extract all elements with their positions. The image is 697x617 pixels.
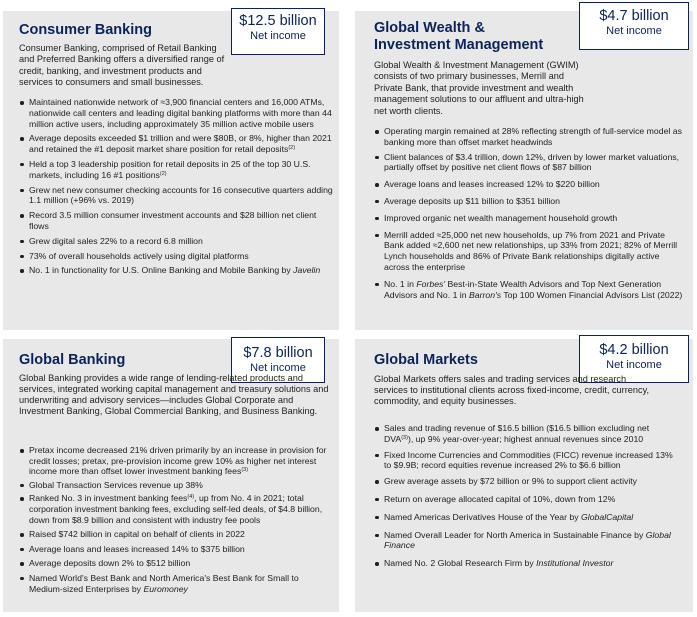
list-item: 73% of overall households actively using digital platforms	[19, 251, 333, 262]
consumer-net-income-amount: $12.5 billion	[239, 13, 317, 29]
global-banking-bullets	[19, 445, 333, 594]
list-item: Average loans and leases increased 12% to $220 billion	[374, 179, 684, 190]
global-markets-intro: Global Markets offers sales and trading services and research services to institutional clients across fixed-income, credit, currency, commodity, and equity businesses.	[374, 374, 650, 406]
list-item: No. 1 in functionality for U.S. Online Banking and Mobile Banking by Javelin	[19, 265, 333, 276]
global-markets-net-income-label: Net income	[606, 359, 662, 371]
gwim-net-income-amount: $4.7 billion	[599, 8, 669, 24]
list-item: Grew average assets by $72 billion or 9% to support client activity	[374, 476, 679, 487]
list-item: Average deposits up $11 billion to $351 billion	[374, 196, 684, 207]
list-item: Named No. 2 Global Research Firm by Institutional Investor	[374, 558, 679, 569]
global-banking-net-income-amount: $7.8 billion	[243, 345, 313, 361]
list-item: Named Americas Derivatives House of the Year by GlobalCapital	[374, 512, 679, 523]
list-item: Merrill added ≈25,000 net new households, up 7% from 2021 and Private Bank added ≈2,600 net new relationships, up 33% from 2021; 82% of Merrill Lynch households and 86% of Private Bank relationships digitally active across the enterprise	[374, 230, 684, 273]
list-item: Improved organic net wealth management household growth	[374, 213, 684, 224]
list-item: Grew digital sales 22% to a record 6.8 million	[19, 236, 333, 247]
consumer-net-income-label: Net income	[250, 30, 306, 42]
gwim-net-income-badge	[579, 2, 689, 50]
list-item: Operating margin remained at 28% reflecting strength of full-service model as banking more than offset market headwinds	[374, 126, 684, 148]
global-banking-net-income-label: Net income	[250, 362, 306, 374]
list-item: Ranked No. 3 in investment banking fees$^{(4)}$, up from No. 4 in 2021; total corporation investment banking fees, excluding self-led deals, of $4.8 billion, down from $8.9 billion and consistent with industry fee pools	[19, 493, 333, 525]
global-banking-title: Global Banking	[19, 352, 126, 368]
global-markets-panel	[355, 339, 693, 612]
list-item: Client balances of $3.4 trillion, down 12%, driven by lower market valuations, partially offset by positive net client flows of $87 billion	[374, 152, 684, 174]
gwim-panel	[355, 8, 693, 330]
global-banking-intro: Global Banking provides a wide range of lending-related products and services, integrated working capital management and treasury solutions and underwriting and advisory services—includes Global Corporate and Investment Banking, Global Commercial Banking, and Business Banking.	[19, 373, 329, 416]
list-item: Sales and trading revenue of $16.5 billion ($16.5 billion excluding net DVA$^{(3)}$), up 9% year-over-year; highest annual revenues since 2010	[374, 423, 679, 445]
global-markets-net-income-amount: $4.2 billion	[599, 342, 669, 358]
gwim-intro: Global Wealth & Investment Management (GWIM) consists of two primary businesses, Merrill and Private Bank, that provide investment and wealth management solutions to our affluent and ultra-high net worth clients.	[374, 60, 584, 116]
list-item: Raised $742 billion in capital on behalf of clients in 2022	[19, 529, 333, 540]
list-item: Pretax income decreased 21% driven primarily by an increase in provision for credit losses; pretax, pre-provision income grew 10% as higher net interest income more than offset lower investment banking fees$^{(3)}$	[19, 445, 333, 477]
gwim-title: Global Wealth & Investment Management	[374, 20, 544, 53]
list-item: Named World's Best Bank and North America's Best Bank for Small to Medium-sized Enterprises by Euromoney	[19, 573, 333, 594]
list-item: Maintained nationwide network of ≈3,900 financial centers and 16,000 ATMs, nationwide call centers and leading digital banking platforms with more than 44 million active users, including approximately 35 million active mobile users	[19, 97, 333, 129]
list-item: Average deposits exceeded $1 trillion and were $80B, or 8%, higher than 2021 and retained the #1 deposit market share position for retail deposits$^{(2)}$	[19, 133, 333, 155]
global-markets-bullets	[374, 423, 679, 569]
consumer-bullets	[19, 97, 333, 276]
list-item: Average loans and leases increased 14% to $375 billion	[19, 544, 333, 555]
gwim-net-income-label: Net income	[606, 25, 662, 37]
list-item: Grew net new consumer checking accounts for 16 consecutive quarters adding 1.1 million (+96% vs. 2019)	[19, 185, 333, 207]
consumer-intro: Consumer Banking, comprised of Retail Banking and Preferred Banking offers a diversified range of credit, banking, and investment products and services to consumers and small businesses.	[19, 43, 225, 88]
list-item: Return on average allocated capital of 10%, down from 12%	[374, 494, 679, 505]
consumer-banking-panel	[3, 11, 339, 330]
list-item: Record 3.5 million consumer investment accounts and $28 billion net client flows	[19, 210, 333, 232]
list-item: Held a top 3 leadership position for retail deposits in 25 of the top 30 U.S. markets, including 16 #1 positions$^{(2)}$	[19, 159, 333, 181]
list-item: No. 1 in Forbes' Best-in-State Wealth Advisors and Top Next Generation Advisors and No. 1 in Barron's Top 100 Women Financial Advisors List (2022)	[374, 279, 684, 301]
global-banking-panel	[3, 339, 339, 612]
list-item: Fixed Income Currencies and Commodities (FICC) revenue increased 13% to $9.9B; record equities revenue increased 2% to $6.6 billion	[374, 450, 679, 472]
consumer-net-income-badge	[231, 8, 325, 55]
consumer-banking-title: Consumer Banking	[19, 22, 152, 38]
global-markets-title: Global Markets	[374, 352, 478, 368]
list-item: Named Overall Leader for North America in Sustainable Finance by Global Finance	[374, 530, 679, 552]
gwim-bullets	[374, 126, 684, 300]
list-item: Global Transaction Services revenue up 38%	[19, 480, 333, 491]
list-item: Average deposits down 2% to $512 billion	[19, 558, 333, 569]
